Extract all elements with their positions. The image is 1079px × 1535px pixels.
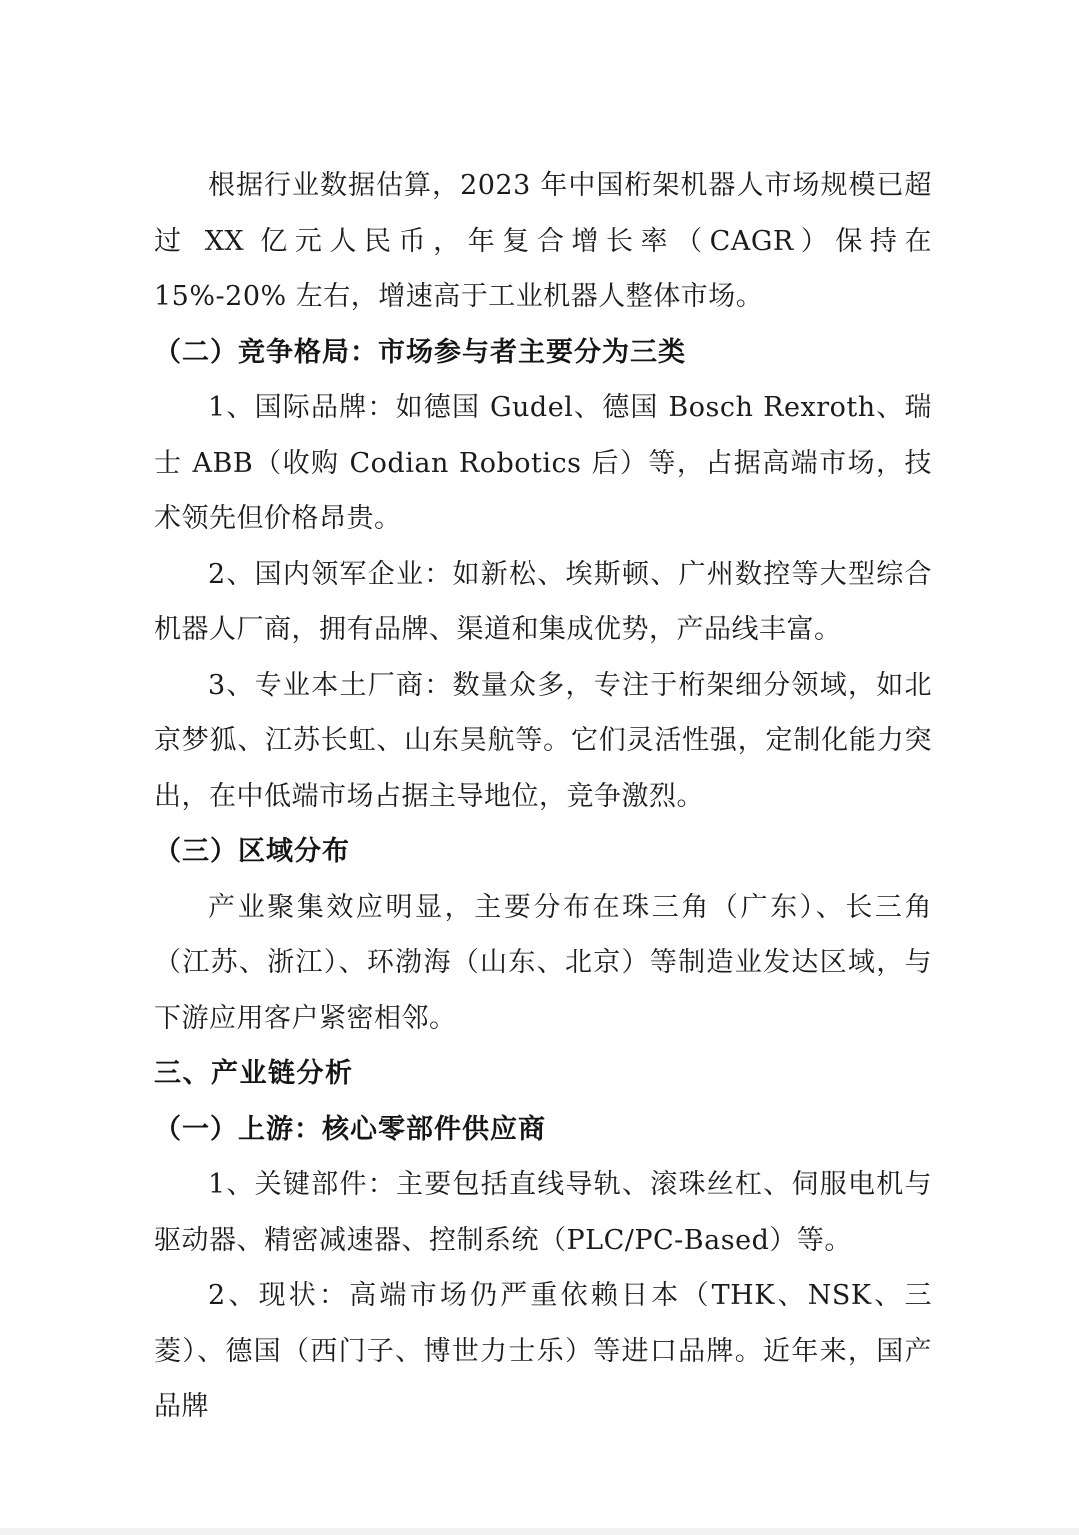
paragraph-domestic-leaders: 2、国内领军企业：如新松、埃斯顿、广州数控等大型综合机器人厂商，拥有品牌、渠道和集成优势，产品线丰富。 (154, 558, 932, 645)
paragraph-international-brands: 1、国际品牌：如德国 Gudel、德国 Bosch Rexroth、瑞士 ABB（收购 Codian Robotics 后）等，占据高端市场，技术领先但价格昂贵。 (154, 392, 932, 534)
paragraph-current-status: 2、现状：高端市场仍严重依赖日本（THK、NSK、三菱）、德国（西门子、博世力士乐）等进口品牌。近年来，国产品牌 (154, 1280, 932, 1422)
section-heading-upstream: （一）上游：核心零部件供应商 (154, 1113, 546, 1145)
chapter-heading-industry-chain: 三、产业链分析 (154, 1058, 354, 1089)
section-heading-regional-distribution: （三）区域分布 (154, 836, 350, 867)
document-body (154, 158, 932, 1435)
paragraph-market-size: 根据行业数据估算，2023 年中国桁架机器人市场规模已超过 XX 亿元人民币，年复合增长率（CAGR）保持在 15%-20% 左右，增速高于工业机器人整体市场。 (154, 170, 932, 312)
paragraph-regional-clusters: 产业聚集效应明显，主要分布在珠三角（广东）、长三角（江苏、浙江）、环渤海（山东、北京）等制造业发达区域，与下游应用客户紧密相邻。 (154, 891, 932, 1034)
section-heading-competition: （二）竞争格局：市场参与者主要分为三类 (154, 336, 686, 368)
page-bottom-edge (0, 1528, 1079, 1535)
paragraph-local-manufacturers: 3、专业本土厂商：数量众多，专注于桁架细分领域，如北京梦狐、江苏长虹、山东昊航等。它们灵活性强，定制化能力突出，在中低端市场占据主导地位，竞争激烈。 (154, 669, 932, 812)
paragraph-key-components: 1、关键部件：主要包括直线导轨、滚珠丝杠、伺服电机与驱动器、精密减速器、控制系统（PLC/PC-Based）等。 (154, 1169, 932, 1256)
